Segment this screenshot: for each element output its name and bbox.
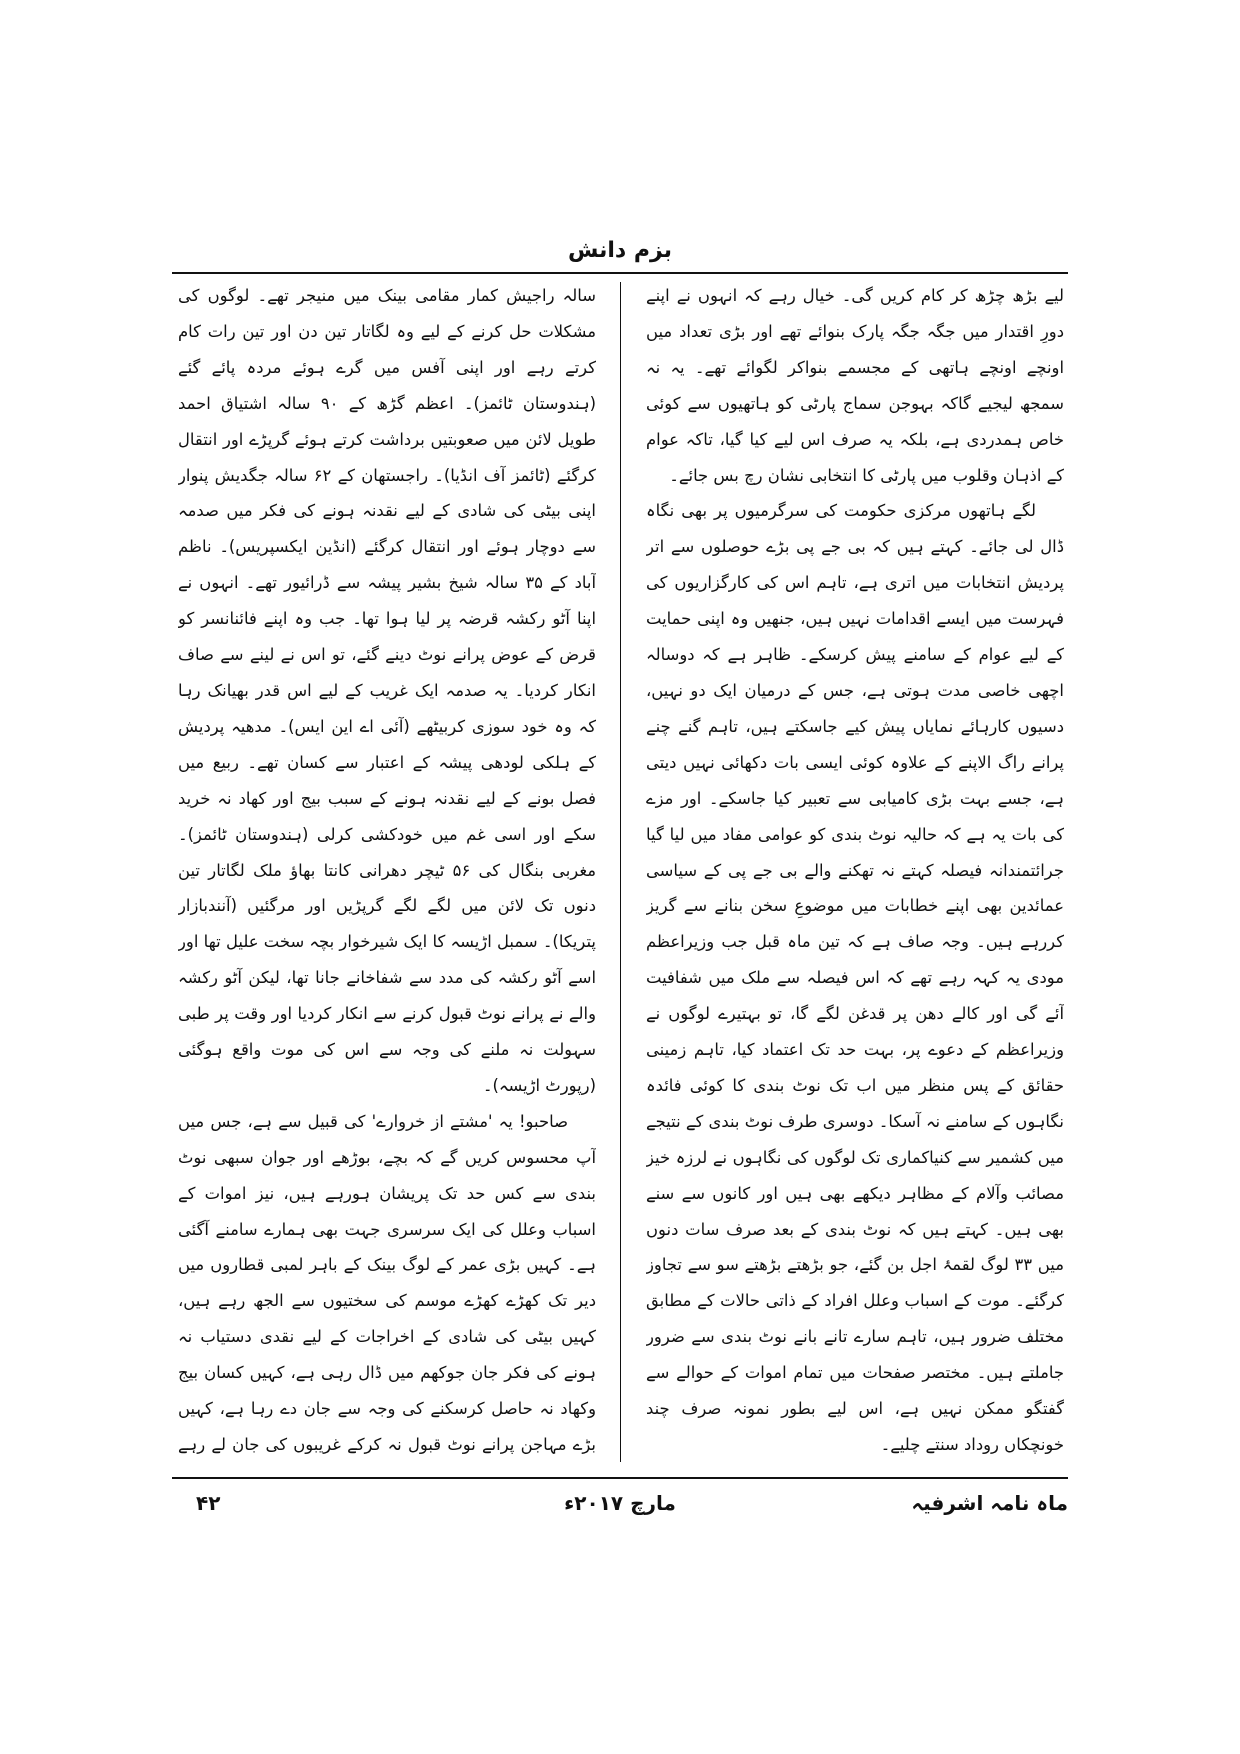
paragraph: سالہ راجیش کمار مقامی بینک میں منیجر تھے۔ لوگوں کی مشکلات حل کرنے کے لیے وہ لگاتار تین دن اور تین رات کام کرتے رہے اور اپنی آفس میں گرے ہوئے مردہ پائے گئے (ہندوستان ٹائمز)۔ اعظم گڑھ کے ۹۰ سالہ اشتیاق احمد طویل لائن میں صعوبتیں برداشت کرتے ہوئے گرپڑے اور انتقال کرگئے (ٹائمز آف انڈیا)۔ راجستھان کے ۶۲ سالہ جگدیش پنوار اپنی بیٹی کی شادی کے لیے نقدنہ ہونے کی فکر میں صدمہ سے دوچار ہوئے اور انتقال کرگئے (انڈین ایکسپریس)۔ ناظم آباد کے ۳۵ سالہ شیخ بشیر پیشہ سے ڈرائیور تھے۔ انہوں نے اپنا آٹو رکشہ قرضہ پر لیا ہوا تھا۔ جب وہ اپنے فائنانسر کو قرض کے عوض پرانے نوٹ دینے گئے، تو اس نے لینے سے صاف انکار کردیا۔ یہ صدمہ ایک غریب کے لیے اس قدر بھیانک رہا کہ وہ خود سوزی کربیٹھے (آئی اے این ایس)۔ مدھیہ پردیش کے ہلکی لودھی پیشہ کے اعتبار سے کسان تھے۔ ربیع میں فصل بونے کے لیے نقدنہ ہونے کے سبب بیج اور کھاد نہ خرید سکے اور اسی غم میں خودکشی کرلی (ہندوستان ٹائمز)۔ مغربی بنگال کی ۵۶ ٹیچر دھرانی کانتا بھاؤ ملک لگاتار تین دنوں تک لائن میں لگے لگے گرپڑیں اور مرگئیں (آنندبازار پتریکا)۔ سمبل اڑیسہ کا ایک شیرخوار بچہ سخت علیل تھا اور اسے آٹو رکشہ کی مدد سے شفاخانے جانا تھا، لیکن آٹو رکشہ والے نے پرانے نوٹ قبول کرنے سے انکار کردیا اور وقت پر طبی سہولت نہ ملنے کی وجہ سے اس کی موت واقع ہوگئی (رپورٹ اڑیسہ)۔ [178, 286, 596, 1095]
paragraph: صاحبو! یہ 'مشتے از خروارے' کی قبیل سے ہے، جس میں آپ محسوس کریں گے کہ بچے، بوڑھے اور جوان سبھی نوٹ بندی سے کس حد تک پریشان ہورہے ہیں، نیز اموات کے اسباب وعلل کی ایک سرسری جہت بھی ہمارے سامنے آگئی ہے۔ کہیں بڑی عمر کے لوگ بینک کے باہر لمبی قطاروں میں دیر تک کھڑے کھڑے موسم کی سختیوں سے الجھ رہے ہیں، کہیں بیٹی کی شادی کے اخراجات کے لیے نقدی دستیاب نہ ہونے کی فکر جان جوکھم میں ڈال رہی ہے، کہیں کسان بیج وکھاد نہ حاصل کرسکنے کی وجہ سے جان دے رہا ہے، کہیں بڑے مہاجن پرانے نوٹ قبول نہ کرکے غریبوں کی جان لے رہے [178, 1111, 596, 1454]
column-divider [620, 282, 621, 1462]
article-column-left [178, 278, 596, 1463]
paragraph: لگے ہاتھوں مرکزی حکومت کی سرگرمیوں پر بھی نگاہ ڈال لی جائے۔ کہتے ہیں کہ بی جے پی بڑے حوصلوں سے اتر پردیش انتخابات میں اتری ہے، تاہم اس کی کارگزاریوں کی فہرست میں ایسے اقدامات نہیں ہیں، جنھیں وہ اپنی حمایت کے لیے عوام کے سامنے پیش کرسکے۔ ظاہر ہے کہ دوسالہ اچھی خاصی مدت ہوتی ہے، جس کے درمیان ایک دو نہیں، دسیوں کارہائے نمایاں پیش کیے جاسکتے ہیں، تاہم گنے چنے پرانے راگ الاپنے کے علاوہ کوئی ایسی بات دکھائی نہیں دیتی ہے، جسے بہت بڑی کامیابی سے تعبیر کیا جاسکے۔ اور مزے کی بات یہ ہے کہ حالیہ نوٹ بندی کو عوامی مفاد میں لیا گیا جرائتمندانہ فیصلہ کہتے نہ تھکنے والے بی جے پی کے سیاسی عمائدین بھی اپنے خطابات میں موضوعِ سخن بنانے سے گریز کررہے ہیں۔ وجہ صاف ہے کہ تین ماہ قبل جب وزیراعظم مودی یہ کہہ رہے تھے کہ اس فیصلہ سے ملک میں شفافیت آئے گی اور کالے دھن پر قدغن لگے گا، تو بہتیرے لوگوں نے وزیراعظم کے دعوے پر، بہت حد تک اعتماد کیا، تاہم زمینی حقائق کے پس منظر میں اب تک نوٹ بندی کا کوئی فائدہ نگاہوں کے سامنے نہ آسکا۔ دوسری طرف نوٹ بندی کے نتیجے میں کشمیر سے کنیاکماری تک لوگوں کی نگاہوں نے لرزہ خیز مصائب وآلام کے مظاہر دیکھے بھی ہیں اور کانوں سے سنے بھی ہیں۔ کہتے ہیں کہ نوٹ بندی کے بعد صرف سات دنوں میں ۳۳ لوگ لقمۂ اجل بن گئے، جو بڑھتے بڑھتے سو سے تجاوز کرگئے۔ موت کے اسباب وعلل افراد کے ذاتی حالات کے مطابق مختلف ضرور ہیں، تاہم سارے تانے بانے نوٹ بندی سے ضرور جاملتے ہیں۔ مختصر صفحات میں تمام اموات کے حوالے سے گفتگو ممکن نہیں ہے، اس لیے بطور نمونہ صرف چند خونچکاں روداد سنتے چلیے۔ [646, 501, 1064, 1454]
section-title: بزم دانش [568, 238, 672, 263]
page-number: ۴۲ [196, 1491, 221, 1515]
footer-divider [172, 1477, 1068, 1479]
issue-date: مارچ ۲۰۱۷ء [564, 1491, 676, 1515]
paragraph: لیے بڑھ چڑھ کر کام کریں گی۔ خیال رہے کہ انہوں نے اپنے دورِ اقتدار میں جگہ جگہ پارک بنوائے تھے اور بڑی تعداد میں اونچے اونچے ہاتھی کے مجسمے بنواکر لگوائے تھے۔ یہ نہ سمجھ لیجیے گاکہ بہوجن سماج پارٹی کو ہاتھیوں سے کوئی خاص ہمدردی ہے، بلکہ یہ صرف اس لیے کیا گیا، تاکہ عوام کے اذہان وقلوب میں پارٹی کا انتخابی نشان رچ بس جائے۔ [646, 286, 1064, 485]
header-divider [172, 272, 1068, 274]
magazine-name: ماہ نامہ اشرفیہ [911, 1491, 1068, 1515]
article-column-right [646, 278, 1064, 1463]
